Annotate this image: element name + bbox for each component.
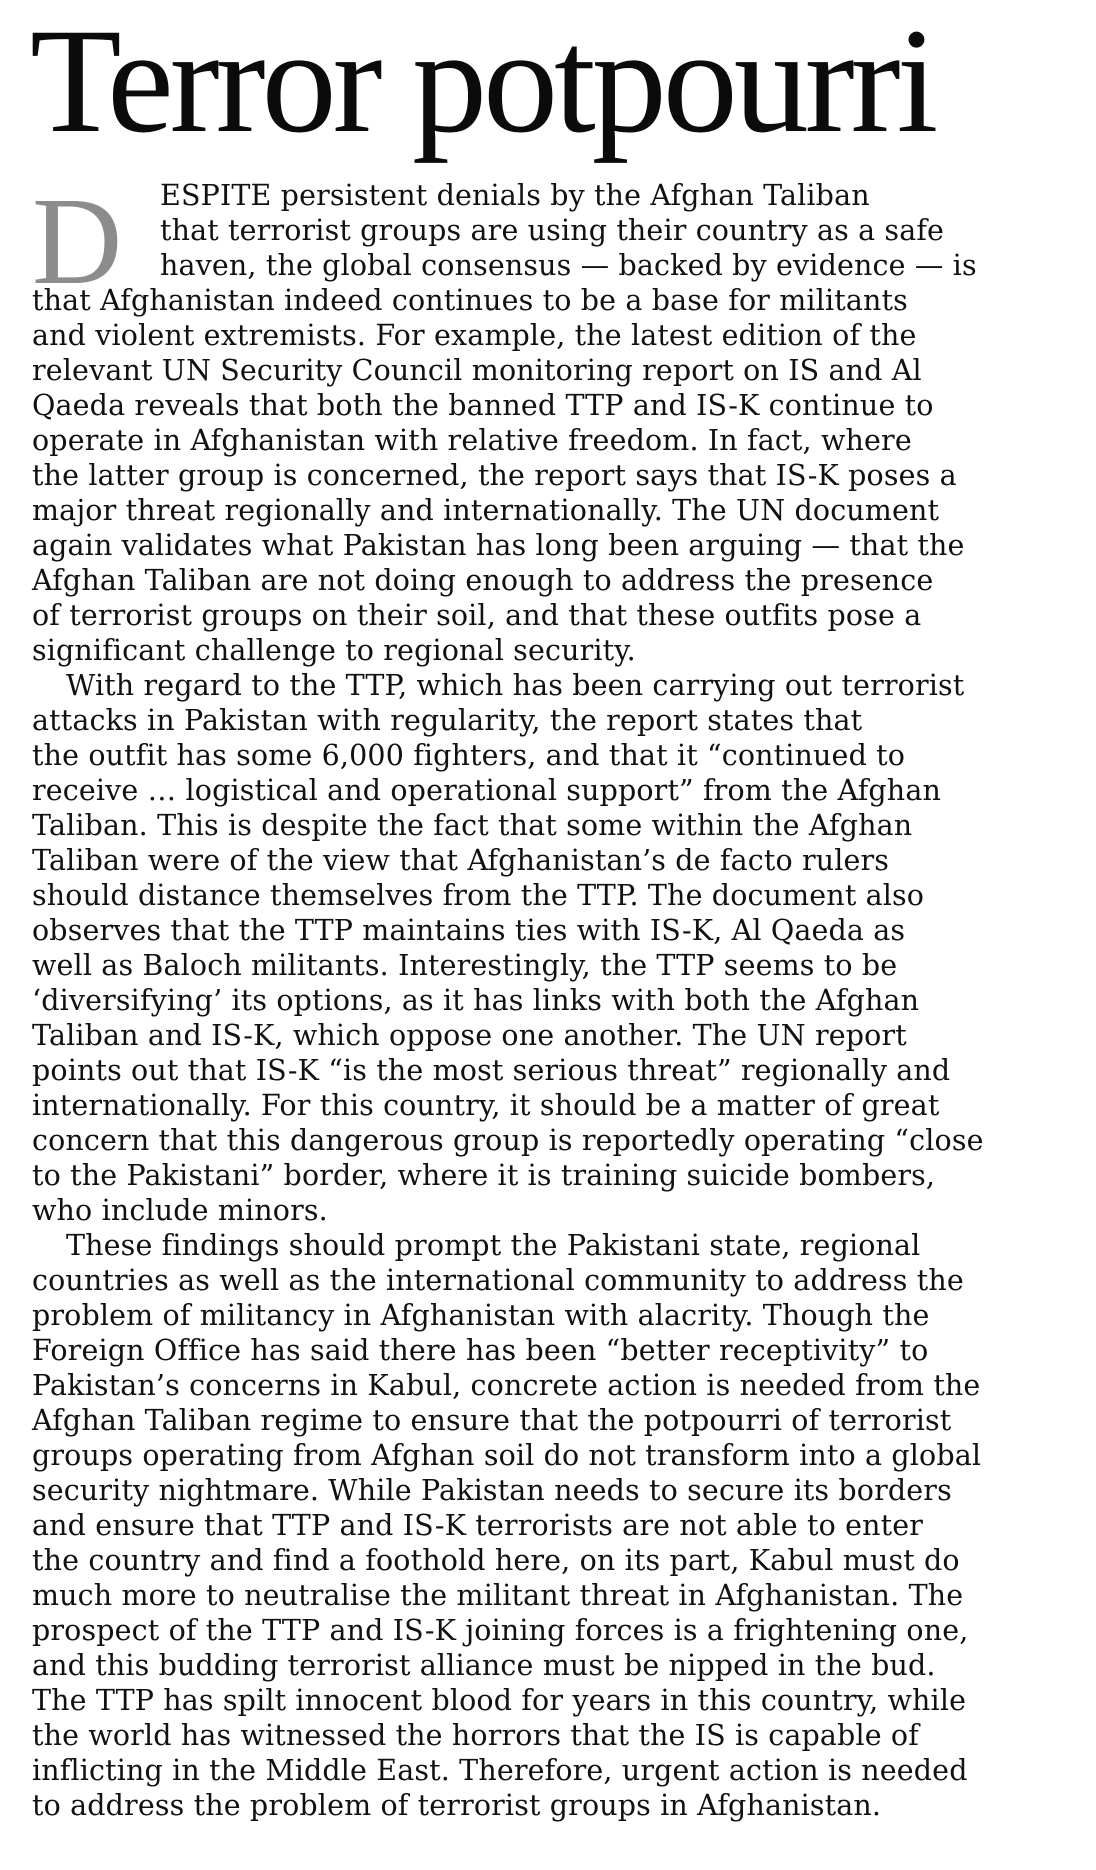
paragraph [32, 668, 1072, 1228]
text-line: internationally. For this country, it should be a matter of great [32, 1089, 940, 1122]
drop-cap: D [32, 173, 123, 311]
text-line: the world has witnessed the horrors that the IS is capable of [32, 1719, 919, 1752]
text-line: observes that the TTP maintains ties with IS-K, Al Qaeda as [32, 914, 906, 947]
text-line: Taliban and IS-K, which oppose one another. The UN report [32, 1019, 907, 1052]
headline: Terror potpourri [30, 0, 935, 164]
text-line: Taliban were of the view that Afghanistan’s de facto rulers [32, 844, 890, 877]
text-line: significant challenge to regional security. [32, 634, 636, 667]
text-line: Afghan Taliban regime to ensure that the potpourri of terrorist [32, 1404, 952, 1437]
text-line: to the Pakistani” border, where it is training suicide bombers, [32, 1159, 936, 1192]
text-line: Foreign Office has said there has been “better receptivity” to [32, 1334, 929, 1367]
text-line: major threat regionally and internationally. The UN document [32, 494, 940, 527]
text-line: countries as well as the international community to address the [32, 1264, 964, 1297]
text-line: With regard to the TTP, which has been carrying out terrorist [66, 669, 965, 702]
text-line: the country and find a foothold here, on its part, Kabul must do [32, 1544, 960, 1577]
text-line: operate in Afghanistan with relative freedom. In fact, where [32, 424, 912, 457]
text-line: attacks in Pakistan with regularity, the report states that [32, 704, 863, 737]
text-line: Pakistan’s concerns in Kabul, concrete action is needed from the [32, 1369, 981, 1402]
text-line: that terrorist groups are using their country as a safe [160, 214, 945, 247]
text-line: ‘diversifying’ its options, as it has links with both the Afghan [32, 984, 920, 1017]
text-line: relevant UN Security Council monitoring report on IS and Al [32, 354, 922, 387]
paragraph [32, 173, 1072, 668]
text-line: that Afghanistan indeed continues to be a base for militants [32, 284, 908, 317]
text-line: well as Baloch militants. Interestingly, the TTP seems to be [32, 949, 898, 982]
text-line: The TTP has spilt innocent blood for years in this country, while [32, 1684, 967, 1717]
text-line: and ensure that TTP and IS-K terrorists are not able to enter [32, 1509, 924, 1542]
text-line: Afghan Taliban are not doing enough to address the presence [32, 564, 934, 597]
text-line: points out that IS-K “is the most serious threat” regionally and [32, 1054, 951, 1087]
text-line: prospect of the TTP and IS-K joining forces is a frightening one, [32, 1614, 969, 1647]
text-line: These findings should prompt the Pakistani state, regional [66, 1229, 921, 1262]
article-body [32, 173, 1072, 1823]
text-line: to address the problem of terrorist groups in Afghanistan. [32, 1789, 882, 1822]
text-line: groups operating from Afghan soil do not transform into a global [32, 1439, 982, 1472]
text-line: problem of militancy in Afghanistan with alacrity. Though the [32, 1299, 930, 1332]
text-line: concern that this dangerous group is reportedly operating “close [32, 1124, 984, 1157]
text-line: inflicting in the Middle East. Therefore, urgent action is needed [32, 1754, 968, 1787]
text-line: and violent extremists. For example, the latest edition of the [32, 319, 917, 352]
text-line: Taliban. This is despite the fact that some within the Afghan [32, 809, 913, 842]
text-line: should distance themselves from the TTP. The document also [32, 879, 925, 912]
text-line: receive … logistical and operational support” from the Afghan [32, 774, 941, 807]
text-line: security nightmare. While Pakistan needs to secure its borders [32, 1474, 952, 1507]
paragraph [32, 1228, 1072, 1823]
text-line: the latter group is concerned, the report says that IS-K poses a [32, 459, 957, 492]
text-line: haven, the global consensus — backed by evidence — is [160, 249, 977, 282]
text-line: and this budding terrorist alliance must be nipped in the bud. [32, 1649, 936, 1682]
text-line: ESPITE persistent denials by the Afghan Taliban [160, 179, 870, 212]
text-line: the outfit has some 6,000 fighters, and that it “continued to [32, 739, 906, 772]
text-line: Qaeda reveals that both the banned TTP and IS-K continue to [32, 389, 934, 422]
text-line: much more to neutralise the militant threat in Afghanistan. The [32, 1579, 964, 1612]
text-line: of terrorist groups on their soil, and that these outfits pose a [32, 599, 922, 632]
text-line: again validates what Pakistan has long been arguing — that the [32, 529, 965, 562]
text-line: who include minors. [32, 1194, 328, 1227]
